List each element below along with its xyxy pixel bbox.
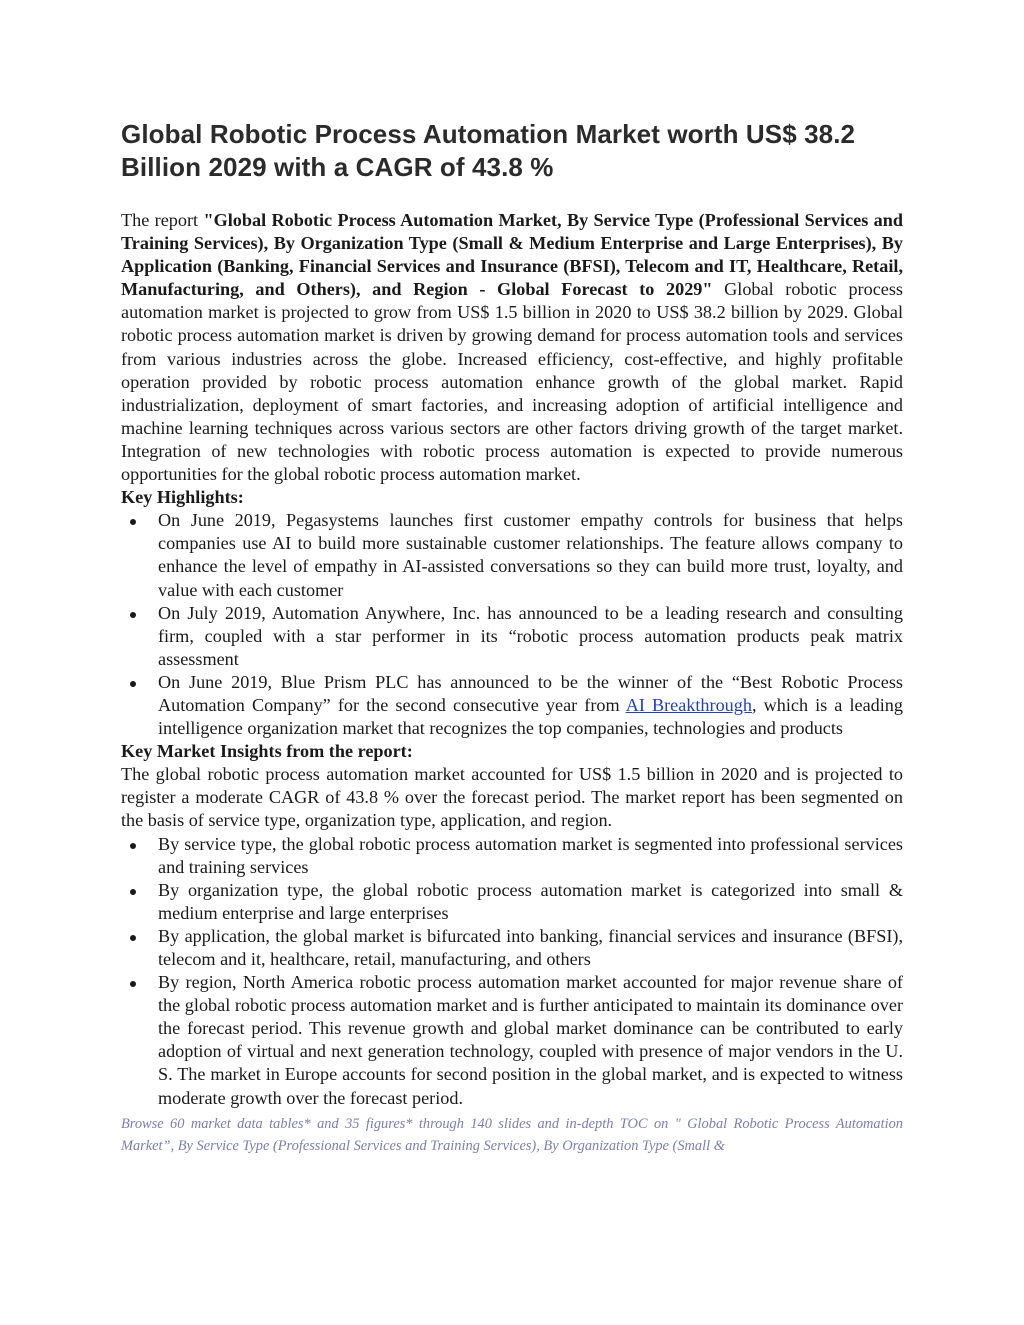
- list-item: [121, 671, 903, 740]
- key-highlights-heading: Key Highlights:: [121, 487, 244, 508]
- bullet-icon: [130, 612, 136, 618]
- bullet-icon: [130, 519, 136, 525]
- key-highlights-list: [121, 509, 903, 740]
- insights-paragraph: The global robotic process automation market accounted for US$ 1.5 billion in 2020 and is projected to register a moderate CAGR of 43.8 % over the forecast period. The market report has been segmented on the basis of service type, organization type, application, and region.: [121, 764, 903, 831]
- ai-breakthrough-link[interactable]: AI Breakthrough: [625, 694, 752, 715]
- list-item-text: On July 2019, Automation Anywhere, Inc. has announced to be a leading research and consulting firm, coupled with a star performer in its “robotic process automation products peak matrix assessment: [158, 602, 903, 669]
- list-item-text: By service type, the global robotic process automation market is segmented into professional services and training services: [158, 833, 903, 877]
- list-item-text: By application, the global market is bifurcated into banking, financial services and insurance (BFSI), telecom and it, healthcare, retail, manufacturing, and others: [158, 925, 903, 969]
- bullet-icon: [130, 981, 136, 987]
- list-item-text-before: On June 2019, Blue Prism PLC has announced to be the winner of the “Best Robotic Process Automation Company” for the second consecutive year from: [158, 671, 903, 715]
- list-item: [121, 971, 903, 1110]
- list-item: [121, 602, 903, 671]
- document-title: Global Robotic Process Automation Market worth US$ 38.2 Billion 2029 with a CAGR of 43.8 %: [121, 119, 856, 182]
- intro-lead: The report: [121, 210, 204, 230]
- key-market-insights-heading: Key Market Insights from the report:: [121, 741, 413, 762]
- bullet-icon: [130, 681, 136, 687]
- intro-body: Global robotic process automation market is projected to grow from US$ 1.5 billion in 2020 to US$ 38.2 billion by 2029. Global robotic process automation market is driven by growing demand for process automation tools and services from various industries across the globe. Increased efficiency, cost-effective, and highly profitable operation provided by robotic process automation enhance growth of the global market. Rapid industrialization, deployment of smart factories, and increasing adoption of artificial intelligence and machine learning techniques across various sectors are other factors driving growth of the target market. Integration of new technologies with robotic process automation is expected to provide numerous opportunities for the global robotic process automation market.: [121, 279, 903, 485]
- list-item-text: On June 2019, Pegasystems launches first customer empathy controls for business that helps companies use AI to build more sustainable customer relationships. The feature allows company to enhance the level of empathy in AI-assisted conversations so they can build more trust, loyalty, and value with each customer: [158, 510, 903, 600]
- bullet-icon: [130, 935, 136, 941]
- bullet-icon: [130, 889, 136, 895]
- bullet-icon: [130, 843, 136, 849]
- insights-list: [121, 833, 903, 1110]
- browse-note: Browse 60 market data tables* and 35 figures* through 140 slides and in-depth TOC on " Global Robotic Process Automation Market”, By Service Type (Professional Services and Training Services), By Organization Type (Small &: [121, 1115, 903, 1154]
- document-page: [121, 118, 903, 1157]
- report-title: "Global Robotic Process Automation Market, By Service Type (Professional Services and Training Services), By Organization Type (Small & Medium Enterprise and Large Enterprises), By Application (Banking, Financial Services and Insurance (BFSI), Telecom and IT, Healthcare, Retail, Manufacturing, and Others), and Region - Global Forecast to 2029": [121, 210, 904, 300]
- list-item-text-after: , which is a leading intelligence organization market that recognizes the top companies, technologies and products: [158, 694, 903, 739]
- list-item-text: By organization type, the global robotic process automation market is categorized into small & medium enterprise and large enterprises: [158, 879, 903, 923]
- list-item: [121, 925, 903, 971]
- intro-paragraph: [121, 209, 903, 486]
- list-item-text: By region, North America robotic process automation market accounted for major revenue share of the global robotic process automation market and is further anticipated to maintain its dominance over the forecast period. This revenue growth and global market dominance can be contributed to early adoption of virtual and next generation technology, coupled with presence of major vendors in the U. S. The market in Europe accounts for second position in the global market, and is expected to witness moderate growth over the forecast period.: [158, 972, 903, 1108]
- list-item: [121, 879, 903, 925]
- list-item: [121, 509, 903, 601]
- list-item: [121, 833, 903, 879]
